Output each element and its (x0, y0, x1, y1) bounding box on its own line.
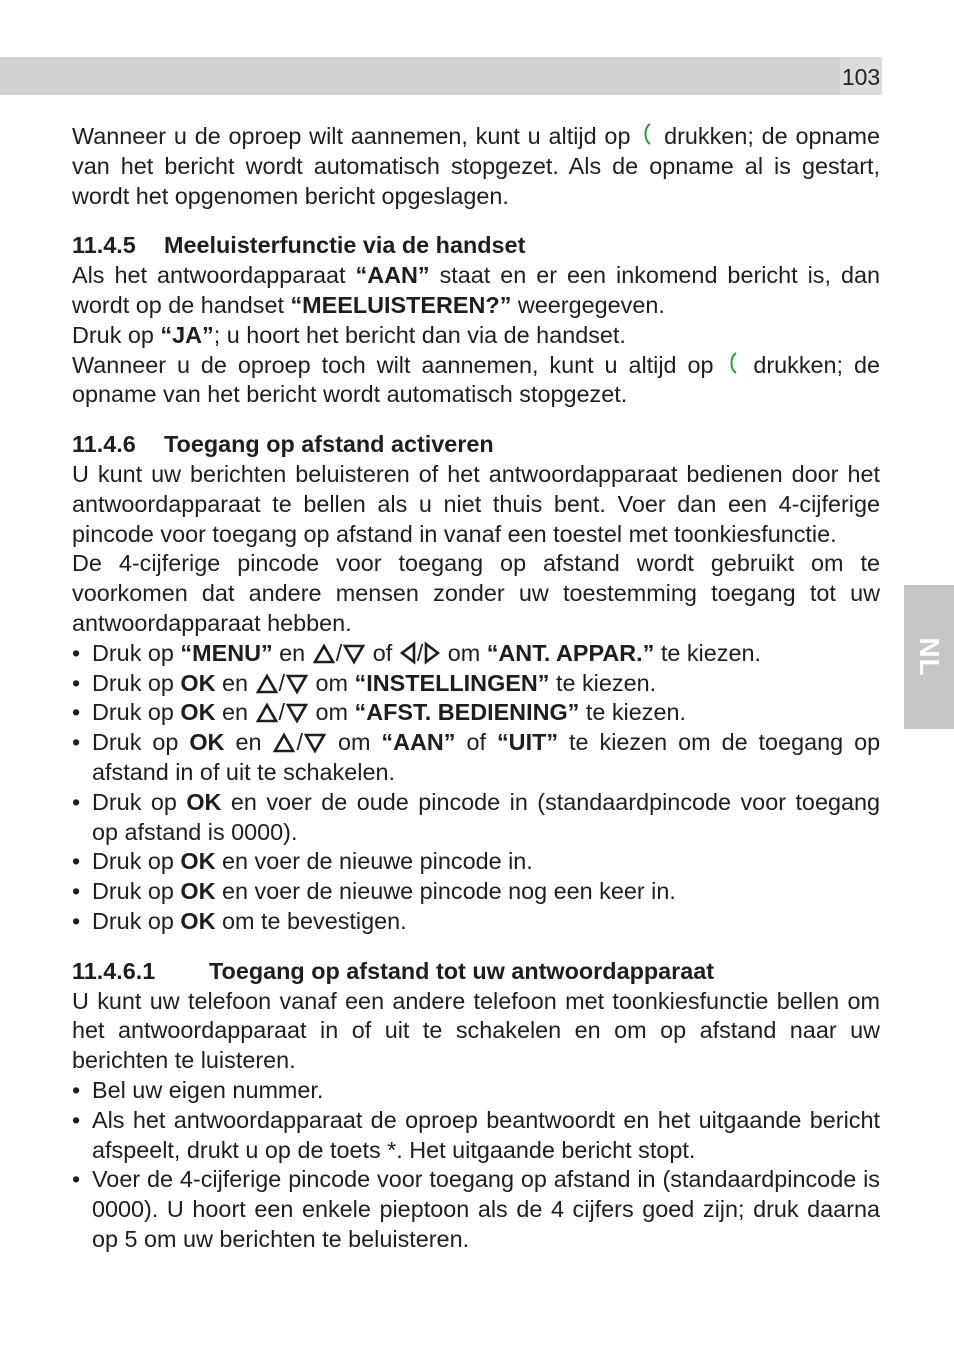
section-heading-11-4-5: 11.4.5 Meeluisterfunctie via de handset (72, 232, 526, 259)
down-triangle-icon (342, 643, 366, 665)
section-heading-11-4-6: 11.4.6 Toegang op afstand activeren (72, 431, 494, 458)
paragraph: Druk op “JA”; u hoort het bericht dan via de handset. (72, 321, 626, 348)
down-triangle-icon (303, 732, 327, 754)
section-heading-11-4-6-1: 11.4.6.1 Toegang op afstand tot uw antwoordapparaat (72, 957, 715, 984)
steps-list (72, 639, 880, 937)
list-item: • Voer de 4-cijferige pincode voor toegang op afstand in (standaardpincode is 0000). U hoort een enkele pieptoon als de 4 cijfers goed zijn; druk daarna op 5 om uw berichten te beluisteren. (72, 1165, 880, 1254)
paragraph: Wanneer u de oproep toch wilt aannemen, kunt u altijd op drukken; de opname van het bericht wordt automatisch stopgezet. (72, 351, 880, 408)
header-bar (0, 57, 840, 95)
paragraph: U kunt uw berichten beluisteren of het antwoordapparaat bedienen door het antwoordapparaat te bellen als u niet thuis bent. Voer dan een 4-cijferige pincode voor toegang op afstand in vanaf een toestel met toonkiesfunctie. (72, 460, 880, 547)
down-triangle-icon (285, 702, 309, 724)
call-key-icon (641, 122, 653, 146)
intro-paragraph: Wanneer u de oproep wilt aannemen, kunt u altijd op drukken; de opname van het bericht wordt automatisch stopgezet. Als de opname al is gestart, wordt het opgenomen bericht opgeslagen. (72, 123, 881, 209)
list-item: • Bel uw eigen nummer. (72, 1076, 880, 1106)
up-triangle-icon (255, 702, 279, 724)
left-triangle-icon (399, 641, 417, 665)
paragraph: U kunt uw telefoon vanaf een andere telefoon met toonkiesfunctie bellen om het antwoordapparaat in of uit te schakelen en om op afstand naar uw berichten te luisteren. (72, 987, 880, 1074)
list-item: • Druk op OK en voer de nieuwe pincode in. (72, 847, 880, 877)
language-tab (904, 585, 954, 729)
right-triangle-icon (423, 641, 441, 665)
paragraph: De 4-cijferige pincode voor toegang op afstand wordt gebruikt om te voorkomen dat andere mensen zonder uw toestemming toegang tot uw antwoordapparaat hebben. (72, 550, 880, 636)
bullet-list (72, 1076, 880, 1255)
paragraph: Als het antwoordapparaat “AAN” staat en er een inkomend bericht is, dan wordt op de handset “MEELUISTEREN?” weergegeven. (72, 262, 881, 318)
list-item: • Druk op OK en / om “INSTELLINGEN” te kiezen. (72, 669, 880, 699)
list-item: • Druk op “MENU” en / of / om “ANT. APPAR.” te kiezen. (72, 639, 880, 669)
language-tab-label: NL (914, 637, 945, 677)
page-number: 103 (840, 57, 882, 95)
page-content (72, 122, 880, 1255)
list-item: • Druk op OK en voer de nieuwe pincode nog een keer in. (72, 877, 880, 907)
up-triangle-icon (272, 732, 296, 754)
up-triangle-icon (255, 673, 279, 695)
list-item: • Druk op OK om te bevestigen. (72, 907, 880, 937)
list-item: • Als het antwoordapparaat de oproep beantwoordt en het uitgaande bericht afspeelt, drukt u op de toets *. Het uitgaande bericht stopt. (72, 1106, 880, 1166)
list-item: • Druk op OK en / om “AAN” of “UIT” te kiezen om de toegang op afstand in of uit te schakelen. (72, 728, 880, 788)
list-item: • Druk op OK en / om “AFST. BEDIENING” te kiezen. (72, 698, 880, 728)
down-triangle-icon (285, 673, 309, 695)
call-key-icon (727, 351, 739, 375)
up-triangle-icon (312, 643, 336, 665)
list-item: • Druk op OK en voer de oude pincode in (standaardpincode voor toegang op afstand is 0000). (72, 788, 880, 848)
